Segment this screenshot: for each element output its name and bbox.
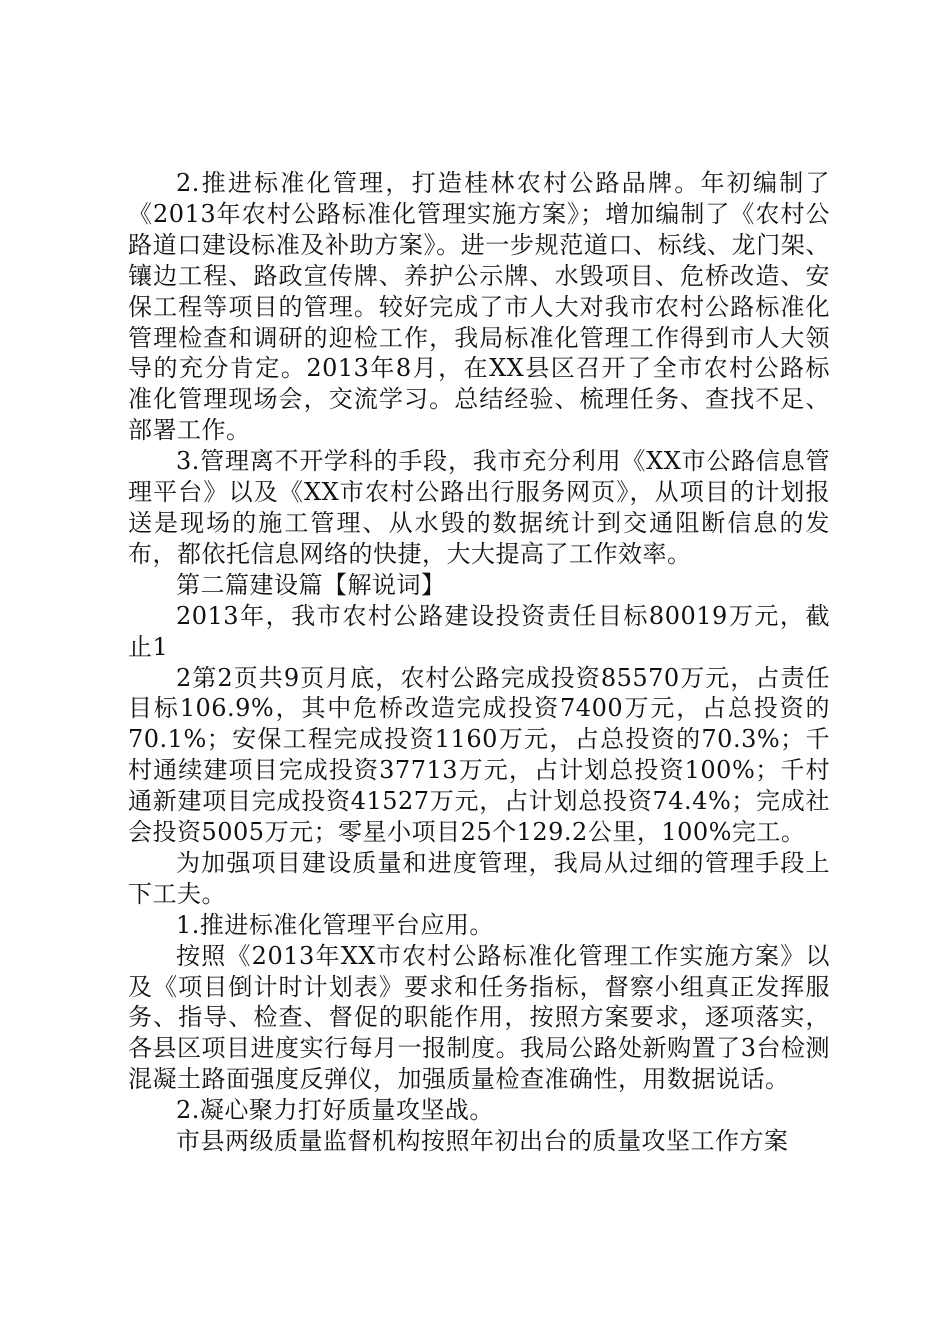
section-heading-construction: 第二篇建设篇【解说词】 (176, 570, 446, 599)
paragraph-quality-progress: 为加强项目建设质量和进度管理，我局从过细的管理手段上下工夫。 (128, 848, 830, 908)
paragraph-investment-target: 2013年，我市农村公路建设投资责任目标80019万元，截止1 (128, 601, 830, 661)
paragraph-standardization-management: 2.推进标准化管理，打造桂林农村公路品牌。年初编制了《2013年农村公路标准化管理实施方案》；增加编制了《农村公路道口建设标准及补助方案》。进一步规范道口、标线、龙门架、镶边工程、路政宣传牌、养护公示牌、水毁项目、危桥改造、安保工程等项目的管理。较好完成了市人大对我市农村公路标准化管理检查和调研的迎检工作，我局标准化管理工作得到市人大领导的充分肯定。2013年8月，在XX县区召开了全市农村公路标准化管理现场会，交流学习。总结经验、梳理任务、查找不足、部署工作。 (128, 169, 830, 445)
paragraph-information-platform: 3.管理离不开学科的手段，我市充分利用《XX市公路信息管理平台》以及《XX市农村公路出行服务网页》，从项目的计划报送是现场的施工管理、从水毁的数据统计到交通阻断信息的发布，都依托信息网络的快捷，大大提高了工作效率。 (128, 447, 830, 568)
paragraph-investment-completion: 2第2页共9页月底，农村公路完成投资85570万元，占责任目标106.9%，其中危桥改造完成投资7400万元，占总投资的70.1%；安保工程完成投资1160万元，占总投资的70.3%；千村通续建项目完成投资37713万元，占计划总投资100%；千村通新建项目完成投资41527万元，占计划总投资74.4%；完成社会投资5005万元；零星小项目25个129.2公里，100%完工。 (128, 663, 830, 847)
item-platform-application: 1.推进标准化管理平台应用。 (176, 910, 494, 939)
document-body (128, 168, 830, 1157)
paragraph-quality-supervision: 市县两级质量监督机构按照年初出台的质量攻坚工作方案 (176, 1127, 789, 1156)
item-quality-campaign: 2.凝心聚力打好质量攻坚战。 (176, 1096, 494, 1125)
paragraph-implementation-plan: 按照《2013年XX市农村公路标准化管理工作实施方案》以及《项目倒计时计划表》要求和任务指标，督察小组真正发挥服务、指导、检查、督促的职能作用，按照方案要求，逐项落实，各县区项目进度实行每月一报制度。我局公路处新购置了3台检测混凝土路面强度反弹仪，加强质量检查准确性，用数据说话。 (128, 941, 830, 1094)
